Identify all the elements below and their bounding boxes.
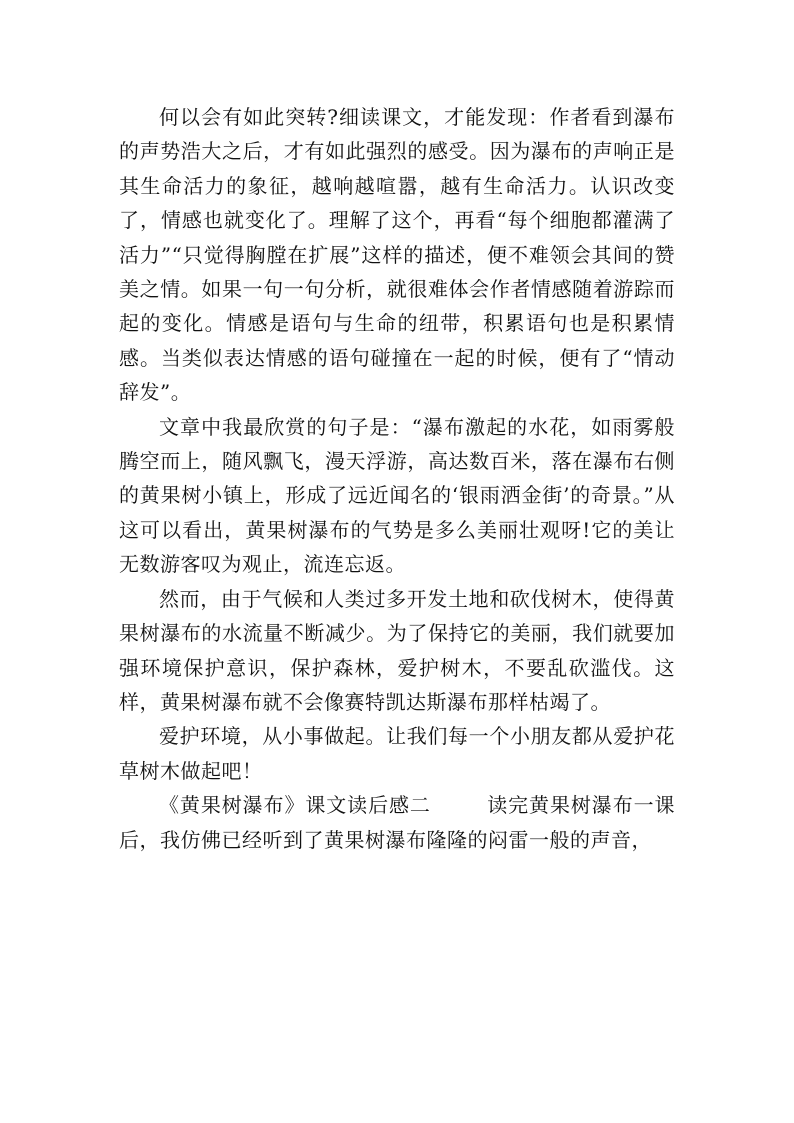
paragraph-3: 然而，由于气候和人类过多开发土地和砍伐树木，使得黄果树瀑布的水流量不断减少。为了保持它的美丽，我们就要加强环境保护意识，保护森林，爱护树木，不要乱砍滥伐。这样，黄果树瀑布就不会像赛特凯达斯瀑布那样枯竭了。 — [119, 586, 675, 714]
document-page — [119, 100, 675, 857]
paragraph-5 — [119, 788, 675, 857]
section-title: 《黄果树瀑布》课文读后感二 — [159, 793, 431, 818]
paragraph-1: 何以会有如此突转?细读课文，才能发现：作者看到瀑布的声势浩大之后，才有如此强烈的感受。因为瀑布的声响正是其生命活力的象征，越响越喧嚣，越有生命活力。认识改变了，情感也就变化了。理解了这个，再看“每个细胞都灌满了活力”“只觉得胸膛在扩展”这样的描述，便不难领会其间的赞美之情。如果一句一句分析，就很难体会作者情感随着游踪而起的变化。情感是语句与生命的纽带，积累语句也是积累情感。当类似表达情感的语句碰撞在一起的时候，便有了“情动辞发”。 — [119, 105, 675, 405]
paragraph-4: 爱护环境，从小事做起。让我们每一个小朋友都从爱护花草树木做起吧！ — [119, 724, 675, 783]
section-body: 读完黄果树瀑布一课后，我仿佛已经听到了黄果树瀑布隆隆的闷雷一般的声音， — [119, 793, 676, 852]
paragraph-2: 文章中我最欣赏的句子是：“瀑布激起的水花，如雨雾般腾空而上，随风飘飞，漫天浮游，高达数百米，落在瀑布右侧的黄果树小镇上，形成了远近闻名的‘银雨洒金街’的奇景。”从这可以看出，黄果树瀑布的气势是多么美丽壮观呀!它的美让无数游客叹为观止，流连忘返。 — [119, 414, 675, 577]
